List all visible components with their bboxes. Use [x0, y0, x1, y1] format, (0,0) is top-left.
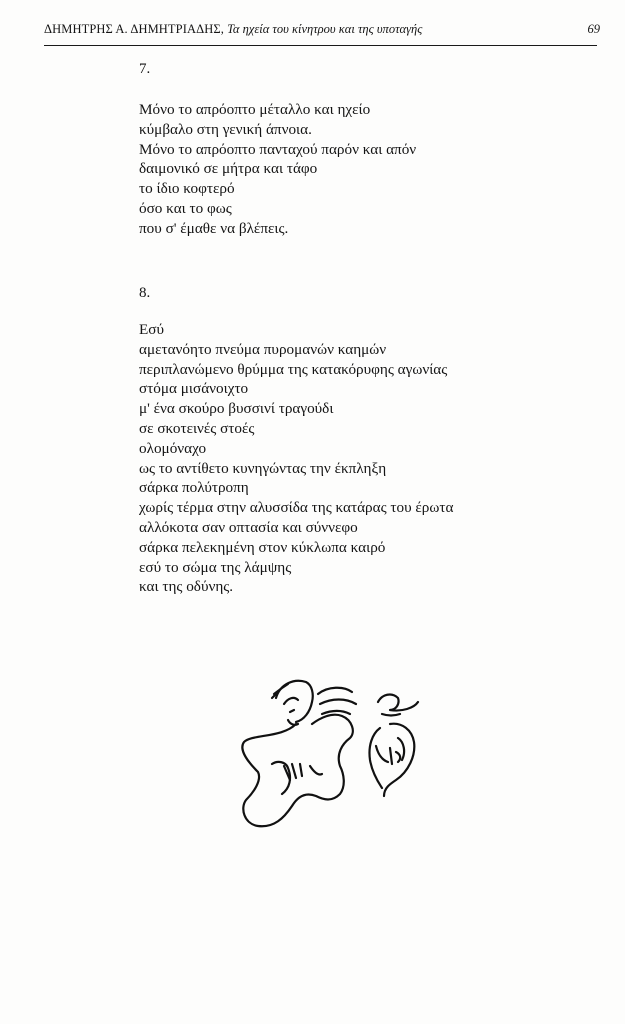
sketch-wind-curl — [318, 688, 356, 714]
verse-line: χωρίς τέρμα στην αλυσσίδα της κατάρας του έρωτα — [139, 499, 454, 517]
verse-line: στόμα μισάνοιχτο — [139, 380, 249, 398]
verse-line: σε σκοτεινές στοές — [139, 419, 255, 437]
section-number-8: 8. — [139, 285, 151, 301]
sketch-figure-body — [242, 715, 352, 827]
sketch-figure-head — [276, 681, 313, 722]
verse-line: εσύ το σώμα της λάμψης — [139, 558, 292, 576]
verse-line: αλλόκοτα σαν οπτασία και σύννεφο — [139, 518, 358, 536]
verse-line: ως το αντίθετο κυνηγώντας την έκπληξη — [139, 459, 387, 477]
verse-line: Μόνο το απρόοπτο πανταχού παρόν και απόν — [139, 140, 417, 158]
poem-section-7 — [139, 100, 416, 239]
running-head — [44, 21, 600, 39]
verse-line: δαιμονικό σε μήτρα και τάφο — [139, 160, 318, 178]
section-number-7: 7. — [139, 61, 151, 77]
verse-line: σάρκα πελεκημένη στον κύκλωπα καιρό — [139, 538, 386, 556]
sketch-figure-arm — [272, 762, 290, 794]
page-number: 69 — [587, 22, 600, 36]
verse-line: Εσύ — [139, 321, 164, 338]
ink-sketch-illustration — [232, 668, 432, 838]
verse-line: που σ' έμαθε να βλέπεις. — [139, 219, 289, 237]
verse-line: Μόνο το απρόοπτο μέταλλο και ηχείο — [139, 101, 371, 118]
verse-line: το ίδιο κοφτερό — [139, 180, 235, 198]
verse-line: και της οδύνης. — [139, 578, 234, 596]
sketch-right-figure-detail — [390, 748, 400, 764]
verse-line: σάρκα πολύτροπη — [139, 479, 249, 497]
sketch-figure-face — [284, 698, 298, 725]
work-title: Τα ηχεία του κίνητρου και της υποταγής — [227, 22, 423, 36]
sketch-right-figure-crest — [378, 695, 418, 716]
verse-line: ολομόναχο — [139, 439, 207, 457]
poem-section-8 — [139, 320, 453, 597]
verse-line: περιπλανώμενο θρύμμα της κατακόρυφης αγωνίας — [139, 360, 448, 378]
author-name: ΔΗΜΗΤΡΗΣ Α. ΔΗΜΗΤΡΙΑΔΗΣ, — [44, 22, 224, 36]
verse-line: όσο και το φως — [139, 199, 232, 217]
verse-line: αμετανόητο πνεύμα πυρομανών καημών — [139, 340, 387, 358]
verse-line: κύμβαλο στη γενική άπνοια. — [139, 120, 312, 138]
header-rule — [44, 45, 597, 46]
verse-line: μ' ένα σκούρο βυσσινί τραγούδι — [139, 400, 334, 418]
